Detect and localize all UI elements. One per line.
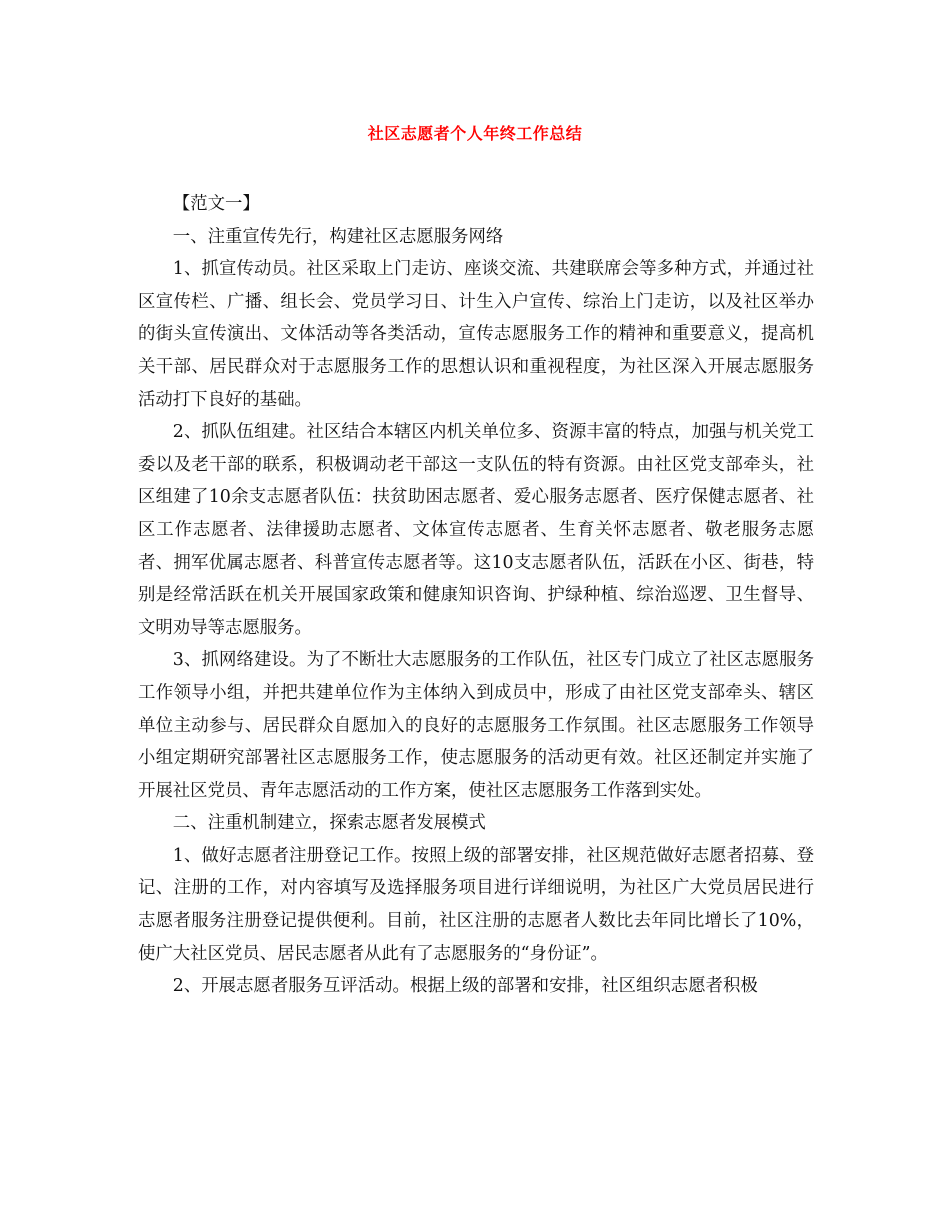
- paragraph: 2、开展志愿者服务互评活动。根据上级的部署和安排，社区组织志愿者积极: [172, 976, 758, 997]
- document-body: [138, 188, 814, 1003]
- section-heading-1: 一、注重宣传先行，构建社区志愿服务网络: [172, 226, 504, 247]
- document-title: 社区志愿者个人年终工作总结: [367, 124, 583, 143]
- paragraph: 1、抓宣传动员。社区采取上门走访、座谈交流、共建联席会等多种方式，并通过社区宣传栏、广播、组长会、党员学习日、计生入户宣传、综治上门走访，以及社区举办的街头宣传演出、文体活动等各类活动，宣传志愿服务工作的精神和重要意义，提高机关干部、居民群众对于志愿服务工作的思想认识和重视程度，为社区深入开展志愿服务活动打下良好的基础。: [138, 259, 814, 410]
- paragraph: 3、抓网络建设。为了不断壮大志愿服务的工作队伍，社区专门成立了社区志愿服务工作领导小组，并把共建单位作为主体纳入到成员中，形成了由社区党支部牵头、辖区单位主动参与、居民群众自愿加入的良好的志愿服务工作氛围。社区志愿服务工作领导小组定期研究部署社区志愿服务工作，使志愿服务的活动更有效。社区还制定并实施了开展社区党员、青年志愿活动的工作方案，使社区志愿服务工作落到实处。: [138, 650, 814, 801]
- paragraph: 1、做好志愿者注册登记工作。按照上级的部署安排，社区规范做好志愿者招募、登记、注册的工作，对内容填写及选择服务项目进行详细说明，为社区广大党员居民进行志愿者服务注册登记提供便利。目前，社区注册的志愿者人数比去年同比增长了10%，使广大社区党员、居民志愿者从此有了志愿服务的“身份证”。: [138, 845, 814, 964]
- section-heading-2: 二、注重机制建立，探索志愿者发展模式: [172, 813, 486, 834]
- paragraph: 2、抓队伍组建。社区结合本辖区内机关单位多、资源丰富的特点，加强与机关党工委以及老干部的联系，积极调动老干部这一支队伍的特有资源。由社区党支部牵头，社区组建了10余支志愿者队伍：扶贫助困志愿者、爱心服务志愿者、医疗保健志愿者、社区工作志愿者、法律援助志愿者、文体宣传志愿者、生育关怀志愿者、敬老服务志愿者、拥军优属志愿者、科普宣传志愿者等。这10支志愿者队伍，活跃在小区、街巷，特别是经常活跃在机关开展国家政策和健康知识咨询、护绿种植、综治巡逻、卫生督导、文明劝导等志愿服务。: [138, 422, 814, 638]
- paragraph-sample-label: 【范文一】: [172, 194, 260, 214]
